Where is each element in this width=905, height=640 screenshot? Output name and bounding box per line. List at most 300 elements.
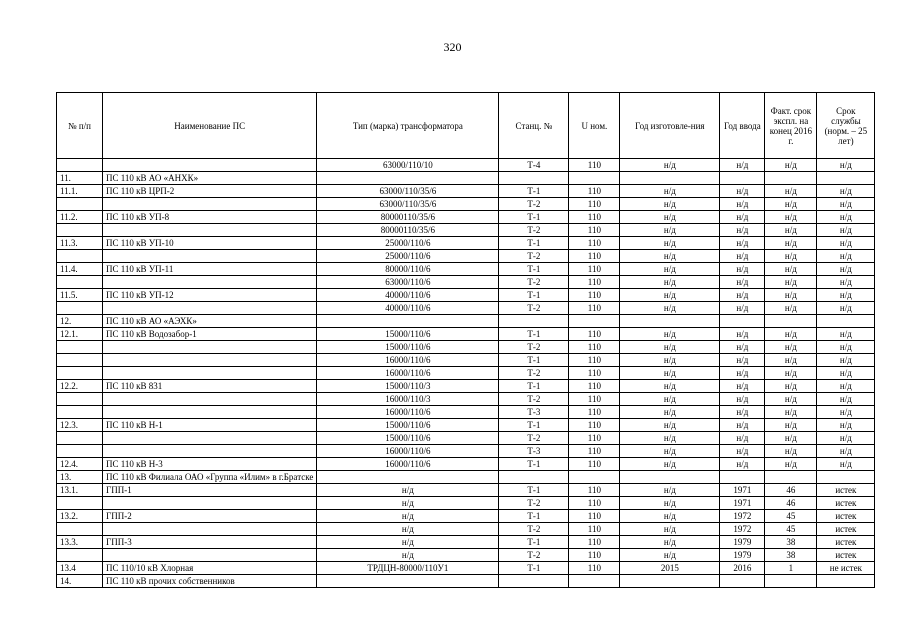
transformer-type-cell: 40000/110/6 bbox=[317, 302, 499, 315]
transformer-type-cell bbox=[317, 315, 499, 328]
table-row bbox=[57, 315, 875, 328]
station-number-cell: Т-1 bbox=[499, 263, 569, 276]
commission-year-cell: н/д bbox=[720, 458, 765, 471]
rated-voltage-cell: 110 bbox=[569, 250, 620, 263]
service-life-status-cell: н/д bbox=[817, 185, 875, 198]
commission-year-cell: н/д bbox=[720, 302, 765, 315]
rated-voltage-cell: 110 bbox=[569, 432, 620, 445]
manufacture-year-cell: 2015 bbox=[620, 562, 720, 575]
rated-voltage-cell: 110 bbox=[569, 198, 620, 211]
transformer-type-cell: 16000/110/3 bbox=[317, 393, 499, 406]
table-row bbox=[57, 458, 875, 471]
rated-voltage-cell: 110 bbox=[569, 510, 620, 523]
row-number-cell bbox=[57, 432, 103, 445]
manufacture-year-cell: н/д bbox=[620, 328, 720, 341]
commission-year-cell: н/д bbox=[720, 224, 765, 237]
service-life-status-cell: н/д bbox=[817, 406, 875, 419]
row-number-cell bbox=[57, 445, 103, 458]
manufacture-year-cell: н/д bbox=[620, 523, 720, 536]
transformer-type-cell: н/д bbox=[317, 484, 499, 497]
station-number-cell: Т-2 bbox=[499, 367, 569, 380]
substation-name-cell bbox=[103, 224, 317, 237]
table-row bbox=[57, 250, 875, 263]
substation-name-cell: ПС 110 кВ УП-8 bbox=[103, 211, 317, 224]
substation-name-cell: ПС 110/10 кВ Хлорная bbox=[103, 562, 317, 575]
row-number-cell bbox=[57, 497, 103, 510]
header-cell: Наименование ПС bbox=[103, 93, 317, 159]
rated-voltage-cell: 110 bbox=[569, 484, 620, 497]
actual-service-life-cell: н/д bbox=[765, 289, 817, 302]
manufacture-year-cell: н/д bbox=[620, 458, 720, 471]
row-number-cell: 13.4 bbox=[57, 562, 103, 575]
actual-service-life-cell: н/д bbox=[765, 354, 817, 367]
actual-service-life-cell: н/д bbox=[765, 185, 817, 198]
actual-service-life-cell: н/д bbox=[765, 393, 817, 406]
actual-service-life-cell bbox=[765, 471, 817, 484]
commission-year-cell: н/д bbox=[720, 250, 765, 263]
station-number-cell: Т-2 bbox=[499, 250, 569, 263]
table-row bbox=[57, 484, 875, 497]
station-number-cell: Т-3 bbox=[499, 406, 569, 419]
header-cell: № п/п bbox=[57, 93, 103, 159]
substation-name-cell bbox=[103, 341, 317, 354]
commission-year-cell: н/д bbox=[720, 237, 765, 250]
transformer-type-cell: 80000/110/6 bbox=[317, 263, 499, 276]
rated-voltage-cell: 110 bbox=[569, 328, 620, 341]
actual-service-life-cell: н/д bbox=[765, 341, 817, 354]
station-number-cell: Т-2 bbox=[499, 341, 569, 354]
service-life-status-cell: истек bbox=[817, 536, 875, 549]
rated-voltage-cell: 110 bbox=[569, 341, 620, 354]
row-number-cell: 13.3. bbox=[57, 536, 103, 549]
table-row bbox=[57, 367, 875, 380]
transformer-type-cell: 80000110/35/6 bbox=[317, 211, 499, 224]
actual-service-life-cell: н/д bbox=[765, 276, 817, 289]
row-number-cell bbox=[57, 549, 103, 562]
commission-year-cell: н/д bbox=[720, 328, 765, 341]
commission-year-cell: н/д bbox=[720, 432, 765, 445]
substation-name-cell: ПС 110 кВ прочих собственников bbox=[103, 575, 317, 588]
manufacture-year-cell: н/д bbox=[620, 224, 720, 237]
service-life-status-cell: н/д bbox=[817, 341, 875, 354]
service-life-status-cell: н/д bbox=[817, 432, 875, 445]
commission-year-cell: 1971 bbox=[720, 484, 765, 497]
manufacture-year-cell: н/д bbox=[620, 302, 720, 315]
transformer-type-cell bbox=[317, 172, 499, 185]
table-row bbox=[57, 510, 875, 523]
manufacture-year-cell bbox=[620, 471, 720, 484]
rated-voltage-cell: 110 bbox=[569, 406, 620, 419]
transformer-type-cell: 80000110/35/6 bbox=[317, 224, 499, 237]
row-number-cell bbox=[57, 354, 103, 367]
table-row bbox=[57, 432, 875, 445]
transformer-type-cell: н/д bbox=[317, 536, 499, 549]
manufacture-year-cell: н/д bbox=[620, 380, 720, 393]
transformer-type-cell: н/д bbox=[317, 510, 499, 523]
row-number-cell bbox=[57, 250, 103, 263]
service-life-status-cell: истек bbox=[817, 484, 875, 497]
substation-name-cell: ПС 110 кВ 831 bbox=[103, 380, 317, 393]
manufacture-year-cell: н/д bbox=[620, 393, 720, 406]
manufacture-year-cell: н/д bbox=[620, 341, 720, 354]
rated-voltage-cell bbox=[569, 575, 620, 588]
actual-service-life-cell: 38 bbox=[765, 536, 817, 549]
row-number-cell: 12. bbox=[57, 315, 103, 328]
substation-name-cell bbox=[103, 367, 317, 380]
substation-name-cell bbox=[103, 445, 317, 458]
transformer-type-cell: 16000/110/6 bbox=[317, 367, 499, 380]
row-number-cell: 11.5. bbox=[57, 289, 103, 302]
table-row bbox=[57, 406, 875, 419]
substation-name-cell bbox=[103, 406, 317, 419]
manufacture-year-cell: н/д bbox=[620, 549, 720, 562]
actual-service-life-cell: н/д bbox=[765, 224, 817, 237]
transformer-type-cell: 15000/110/6 bbox=[317, 432, 499, 445]
station-number-cell: Т-1 bbox=[499, 328, 569, 341]
rated-voltage-cell: 110 bbox=[569, 224, 620, 237]
rated-voltage-cell: 110 bbox=[569, 211, 620, 224]
manufacture-year-cell: н/д bbox=[620, 211, 720, 224]
row-number-cell: 12.3. bbox=[57, 419, 103, 432]
actual-service-life-cell: н/д bbox=[765, 367, 817, 380]
service-life-status-cell: н/д bbox=[817, 289, 875, 302]
transformer-type-cell bbox=[317, 575, 499, 588]
substation-name-cell: ГПП-3 bbox=[103, 536, 317, 549]
manufacture-year-cell: н/д bbox=[620, 510, 720, 523]
transformer-type-cell: 63000/110/35/6 bbox=[317, 185, 499, 198]
actual-service-life-cell: н/д bbox=[765, 237, 817, 250]
commission-year-cell: н/д bbox=[720, 445, 765, 458]
service-life-status-cell: истек bbox=[817, 523, 875, 536]
substation-name-cell: ПС 110 кВ Н-3 bbox=[103, 458, 317, 471]
actual-service-life-cell: н/д bbox=[765, 211, 817, 224]
manufacture-year-cell: н/д bbox=[620, 406, 720, 419]
rated-voltage-cell: 110 bbox=[569, 276, 620, 289]
station-number-cell: Т-1 bbox=[499, 211, 569, 224]
commission-year-cell: 1972 bbox=[720, 523, 765, 536]
actual-service-life-cell: н/д bbox=[765, 445, 817, 458]
rated-voltage-cell bbox=[569, 172, 620, 185]
table-row bbox=[57, 237, 875, 250]
service-life-status-cell bbox=[817, 575, 875, 588]
station-number-cell: Т-2 bbox=[499, 523, 569, 536]
commission-year-cell: н/д bbox=[720, 185, 765, 198]
transformer-type-cell: 15000/110/3 bbox=[317, 380, 499, 393]
actual-service-life-cell: н/д bbox=[765, 198, 817, 211]
transformer-type-cell: 63000/110/35/6 bbox=[317, 198, 499, 211]
manufacture-year-cell: н/д bbox=[620, 185, 720, 198]
station-number-cell: Т-4 bbox=[499, 159, 569, 172]
row-number-cell: 11. bbox=[57, 172, 103, 185]
station-number-cell: Т-2 bbox=[499, 302, 569, 315]
table-row bbox=[57, 562, 875, 575]
transformer-type-cell: ТРДЦН-80000/110У1 bbox=[317, 562, 499, 575]
substation-name-cell: ПС 110 кВ УП-12 bbox=[103, 289, 317, 302]
substation-name-cell: ПС 110 кВ АО «АЭХК» bbox=[103, 315, 317, 328]
commission-year-cell: н/д bbox=[720, 406, 765, 419]
actual-service-life-cell: 45 bbox=[765, 523, 817, 536]
station-number-cell bbox=[499, 575, 569, 588]
table-row bbox=[57, 341, 875, 354]
transformer-type-cell: 25000/110/6 bbox=[317, 237, 499, 250]
header-cell: Срок службы (норм. – 25 лет) bbox=[817, 93, 875, 159]
station-number-cell: Т-1 bbox=[499, 354, 569, 367]
service-life-status-cell bbox=[817, 471, 875, 484]
service-life-status-cell: н/д bbox=[817, 250, 875, 263]
commission-year-cell: н/д bbox=[720, 419, 765, 432]
table-row bbox=[57, 224, 875, 237]
substation-name-cell: ПС 110 кВ ЦРП-2 bbox=[103, 185, 317, 198]
service-life-status-cell: н/д bbox=[817, 419, 875, 432]
row-number-cell: 11.4. bbox=[57, 263, 103, 276]
table-row bbox=[57, 328, 875, 341]
rated-voltage-cell: 110 bbox=[569, 289, 620, 302]
rated-voltage-cell: 110 bbox=[569, 445, 620, 458]
substation-name-cell bbox=[103, 159, 317, 172]
substation-name-cell bbox=[103, 549, 317, 562]
service-life-status-cell: н/д bbox=[817, 302, 875, 315]
station-number-cell: Т-1 bbox=[499, 510, 569, 523]
service-life-status-cell: н/д bbox=[817, 211, 875, 224]
rated-voltage-cell: 110 bbox=[569, 263, 620, 276]
row-number-cell bbox=[57, 406, 103, 419]
rated-voltage-cell: 110 bbox=[569, 549, 620, 562]
header-cell: Тип (марка) трансформатора bbox=[317, 93, 499, 159]
commission-year-cell: 1972 bbox=[720, 510, 765, 523]
manufacture-year-cell: н/д bbox=[620, 250, 720, 263]
station-number-cell: Т-2 bbox=[499, 198, 569, 211]
manufacture-year-cell: н/д bbox=[620, 367, 720, 380]
commission-year-cell bbox=[720, 575, 765, 588]
row-number-cell bbox=[57, 159, 103, 172]
row-number-cell bbox=[57, 198, 103, 211]
row-number-cell bbox=[57, 224, 103, 237]
rated-voltage-cell: 110 bbox=[569, 536, 620, 549]
commission-year-cell: 1979 bbox=[720, 536, 765, 549]
actual-service-life-cell: 45 bbox=[765, 510, 817, 523]
rated-voltage-cell: 110 bbox=[569, 458, 620, 471]
table-row bbox=[57, 263, 875, 276]
actual-service-life-cell: н/д bbox=[765, 419, 817, 432]
commission-year-cell: н/д bbox=[720, 198, 765, 211]
service-life-status-cell: н/д bbox=[817, 237, 875, 250]
table-row bbox=[57, 471, 875, 484]
commission-year-cell: н/д bbox=[720, 367, 765, 380]
manufacture-year-cell bbox=[620, 575, 720, 588]
table-row bbox=[57, 172, 875, 185]
transformer-type-cell: 63000/110/10 bbox=[317, 159, 499, 172]
row-number-cell: 12.4. bbox=[57, 458, 103, 471]
actual-service-life-cell: н/д bbox=[765, 380, 817, 393]
manufacture-year-cell: н/д bbox=[620, 432, 720, 445]
station-number-cell: Т-2 bbox=[499, 224, 569, 237]
actual-service-life-cell: 1 bbox=[765, 562, 817, 575]
table-row bbox=[57, 198, 875, 211]
table-row bbox=[57, 419, 875, 432]
manufacture-year-cell: н/д bbox=[620, 497, 720, 510]
table-row bbox=[57, 302, 875, 315]
actual-service-life-cell bbox=[765, 315, 817, 328]
substation-name-cell bbox=[103, 276, 317, 289]
station-number-cell: Т-2 bbox=[499, 276, 569, 289]
commission-year-cell: 2016 bbox=[720, 562, 765, 575]
table-header-row bbox=[57, 93, 875, 159]
commission-year-cell: 1971 bbox=[720, 497, 765, 510]
service-life-status-cell: н/д bbox=[817, 159, 875, 172]
header-cell: Год ввода bbox=[720, 93, 765, 159]
row-number-cell: 13.1. bbox=[57, 484, 103, 497]
actual-service-life-cell bbox=[765, 575, 817, 588]
row-number-cell bbox=[57, 302, 103, 315]
service-life-status-cell: истек bbox=[817, 497, 875, 510]
actual-service-life-cell: н/д bbox=[765, 328, 817, 341]
manufacture-year-cell: н/д bbox=[620, 289, 720, 302]
service-life-status-cell: н/д bbox=[817, 354, 875, 367]
station-number-cell: Т-3 bbox=[499, 445, 569, 458]
rated-voltage-cell: 110 bbox=[569, 185, 620, 198]
rated-voltage-cell: 110 bbox=[569, 497, 620, 510]
commission-year-cell bbox=[720, 315, 765, 328]
commission-year-cell: н/д bbox=[720, 380, 765, 393]
substation-name-cell bbox=[103, 523, 317, 536]
row-number-cell: 13. bbox=[57, 471, 103, 484]
manufacture-year-cell: н/д bbox=[620, 263, 720, 276]
service-life-status-cell: н/д bbox=[817, 367, 875, 380]
table-row bbox=[57, 289, 875, 302]
substation-name-cell bbox=[103, 354, 317, 367]
station-number-cell: Т-1 bbox=[499, 380, 569, 393]
transformer-type-cell: 15000/110/6 bbox=[317, 328, 499, 341]
substation-name-cell bbox=[103, 302, 317, 315]
table-row bbox=[57, 185, 875, 198]
service-life-status-cell: н/д bbox=[817, 380, 875, 393]
manufacture-year-cell: н/д bbox=[620, 198, 720, 211]
substation-name-cell bbox=[103, 250, 317, 263]
service-life-status-cell: н/д bbox=[817, 276, 875, 289]
manufacture-year-cell: н/д bbox=[620, 445, 720, 458]
table-row bbox=[57, 380, 875, 393]
row-number-cell: 12.2. bbox=[57, 380, 103, 393]
actual-service-life-cell: н/д bbox=[765, 406, 817, 419]
header-cell: U ном. bbox=[569, 93, 620, 159]
commission-year-cell: н/д bbox=[720, 354, 765, 367]
service-life-status-cell: н/д bbox=[817, 393, 875, 406]
service-life-status-cell: истек bbox=[817, 549, 875, 562]
service-life-status-cell: истек bbox=[817, 510, 875, 523]
table-row bbox=[57, 549, 875, 562]
station-number-cell: Т-1 bbox=[499, 536, 569, 549]
station-number-cell: Т-2 bbox=[499, 549, 569, 562]
substation-name-cell: ПС 110 кВ АО «АНХК» bbox=[103, 172, 317, 185]
station-number-cell: Т-1 bbox=[499, 484, 569, 497]
table-row bbox=[57, 497, 875, 510]
transformer-type-cell: н/д bbox=[317, 549, 499, 562]
transformer-type-cell: н/д bbox=[317, 523, 499, 536]
substation-name-cell bbox=[103, 393, 317, 406]
substation-name-cell bbox=[103, 198, 317, 211]
table-row bbox=[57, 445, 875, 458]
rated-voltage-cell bbox=[569, 315, 620, 328]
row-number-cell: 11.2. bbox=[57, 211, 103, 224]
service-life-status-cell: н/д bbox=[817, 458, 875, 471]
row-number-cell bbox=[57, 367, 103, 380]
station-number-cell: Т-1 bbox=[499, 419, 569, 432]
row-number-cell bbox=[57, 523, 103, 536]
service-life-status-cell: н/д bbox=[817, 263, 875, 276]
station-number-cell: Т-1 bbox=[499, 458, 569, 471]
table-row bbox=[57, 536, 875, 549]
actual-service-life-cell bbox=[765, 172, 817, 185]
commission-year-cell: н/д bbox=[720, 393, 765, 406]
manufacture-year-cell: н/д bbox=[620, 276, 720, 289]
station-number-cell: Т-2 bbox=[499, 432, 569, 445]
header-cell: Факт. срок экспл. на конец 2016 г. bbox=[765, 93, 817, 159]
station-number-cell bbox=[499, 471, 569, 484]
rated-voltage-cell: 110 bbox=[569, 523, 620, 536]
service-life-status-cell bbox=[817, 172, 875, 185]
commission-year-cell: н/д bbox=[720, 341, 765, 354]
table-row bbox=[57, 354, 875, 367]
substation-name-cell: ПС 110 кВ Водозабор-1 bbox=[103, 328, 317, 341]
transformer-type-cell: 16000/110/6 bbox=[317, 406, 499, 419]
transformer-type-cell: 16000/110/6 bbox=[317, 445, 499, 458]
manufacture-year-cell bbox=[620, 172, 720, 185]
row-number-cell: 14. bbox=[57, 575, 103, 588]
substation-name-cell: ГПП-2 bbox=[103, 510, 317, 523]
substation-name-cell bbox=[103, 497, 317, 510]
rated-voltage-cell: 110 bbox=[569, 562, 620, 575]
commission-year-cell: 1979 bbox=[720, 549, 765, 562]
service-life-status-cell: не истек bbox=[817, 562, 875, 575]
transformer-type-cell: 15000/110/6 bbox=[317, 341, 499, 354]
rated-voltage-cell: 110 bbox=[569, 237, 620, 250]
rated-voltage-cell: 110 bbox=[569, 367, 620, 380]
actual-service-life-cell: н/д bbox=[765, 263, 817, 276]
page-number: 320 bbox=[443, 40, 462, 54]
station-number-cell bbox=[499, 172, 569, 185]
transformer-type-cell bbox=[317, 471, 499, 484]
transformer-type-cell: 16000/110/6 bbox=[317, 354, 499, 367]
rated-voltage-cell: 110 bbox=[569, 380, 620, 393]
transformer-type-cell: 16000/110/6 bbox=[317, 458, 499, 471]
table-row bbox=[57, 211, 875, 224]
station-number-cell: Т-2 bbox=[499, 393, 569, 406]
commission-year-cell bbox=[720, 172, 765, 185]
rated-voltage-cell bbox=[569, 471, 620, 484]
actual-service-life-cell: н/д bbox=[765, 458, 817, 471]
row-number-cell: 13.2. bbox=[57, 510, 103, 523]
actual-service-life-cell: 46 bbox=[765, 484, 817, 497]
commission-year-cell: н/д bbox=[720, 159, 765, 172]
table-row bbox=[57, 159, 875, 172]
commission-year-cell: н/д bbox=[720, 276, 765, 289]
substation-name-cell: ПС 110 кВ УП-11 bbox=[103, 263, 317, 276]
commission-year-cell: н/д bbox=[720, 263, 765, 276]
transformer-type-cell: н/д bbox=[317, 497, 499, 510]
actual-service-life-cell: н/д bbox=[765, 432, 817, 445]
row-number-cell: 11.1. bbox=[57, 185, 103, 198]
actual-service-life-cell: 38 bbox=[765, 549, 817, 562]
table-row bbox=[57, 575, 875, 588]
station-number-cell: Т-1 bbox=[499, 185, 569, 198]
row-number-cell bbox=[57, 341, 103, 354]
service-life-status-cell: н/д bbox=[817, 445, 875, 458]
service-life-status-cell: н/д bbox=[817, 198, 875, 211]
commission-year-cell: н/д bbox=[720, 211, 765, 224]
station-number-cell: Т-1 bbox=[499, 562, 569, 575]
service-life-status-cell: н/д bbox=[817, 224, 875, 237]
actual-service-life-cell: н/д bbox=[765, 250, 817, 263]
